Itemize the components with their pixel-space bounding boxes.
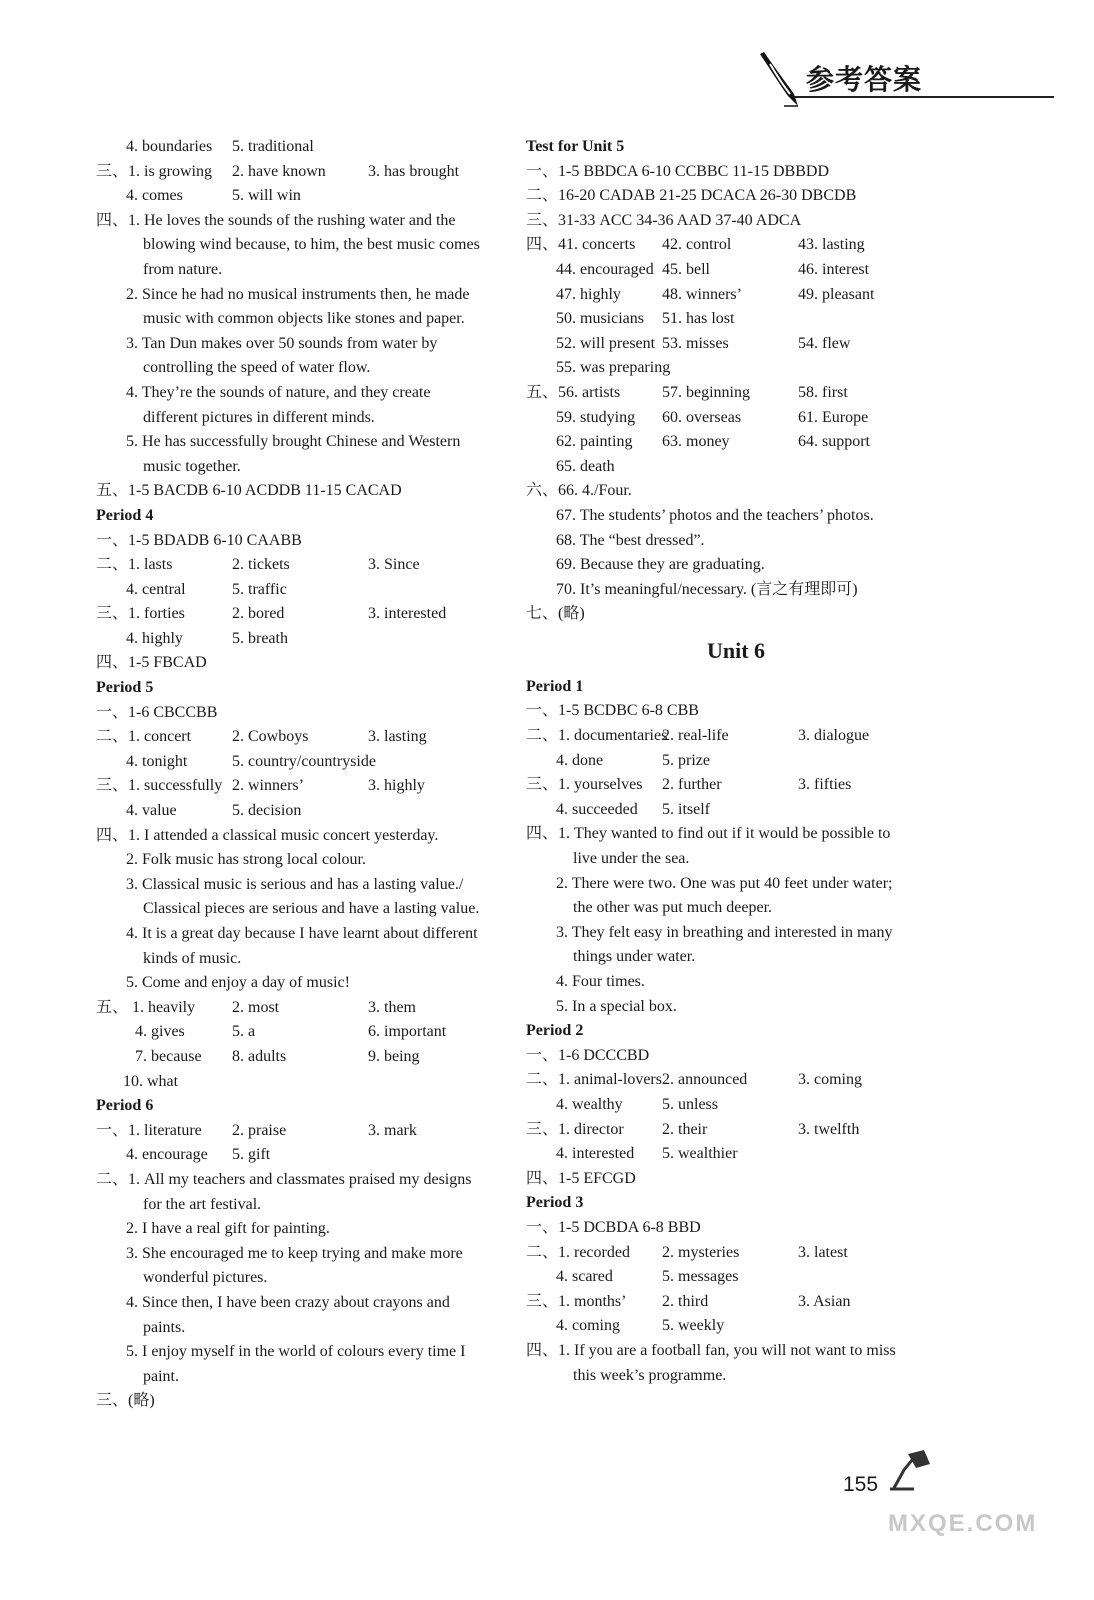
answer-cell: 4. interested [556,1145,635,1163]
answer-line: 一、1-5 DCBDA 6-8 BBD [526,1218,701,1236]
answer-row [96,602,516,627]
answer-cell: 51. has lost [662,310,735,328]
answer-line: 一、1-5 BDADB 6-10 CAABB [96,531,302,549]
answer-cell: 3. highly [368,777,425,795]
answer-line: 七、(略) [526,605,585,623]
answer-line: 3. They felt easy in breathing and interested in many [556,923,893,941]
answer-cell: 7. because [135,1047,202,1065]
answer-cell: 49. pleasant [798,285,875,303]
answer-cell: 3. dialogue [798,727,870,745]
answer-row [526,1093,946,1118]
answer-line: kinds of music. [143,949,242,967]
answer-line: 4. Since then, I have been crazy about crayons and [126,1293,450,1311]
answer-line: 5. I enjoy myself in the world of colours every time I [126,1343,466,1361]
answer-row [96,627,516,652]
answer-line: things under water. [573,948,696,966]
answer-cell: 44. encouraged [556,260,654,278]
answer-cell: 4. tonight [126,752,188,770]
page-header [754,50,1054,100]
answer-cell: 五、 1. heavily [96,998,196,1016]
answer-line: 2. Folk music has strong local colour. [126,851,366,869]
answer-cell: 三、1. yourselves [526,776,643,794]
answer-line: live under the sea. [573,850,690,868]
answer-cell: 4. gives [135,1023,185,1041]
watermark: MXQE.COM [888,1510,1038,1537]
answer-cell: 60. overseas [662,408,742,426]
answer-cell: 48. winners’ [662,285,742,303]
answer-row [96,1020,516,1045]
answer-line: 一、1-6 CBCCBB [96,703,218,721]
answer-line: paints. [143,1318,186,1336]
answer-cell: 4. coming [556,1317,620,1335]
section-heading: Test for Unit 5 [526,138,625,155]
answer-cell: 5. a [232,1023,256,1041]
answer-row [96,1045,516,1070]
answer-row [96,1119,516,1144]
answer-cell: 63. money [662,433,730,451]
answer-cell: 4. comes [126,187,183,205]
answer-row [96,553,516,578]
answer-row [96,184,516,209]
answer-cell: 2. bored [232,605,285,623]
answer-cell: 54. flew [798,334,851,352]
answer-cell: 4. encourage [126,1146,208,1164]
answer-line: 2. There were two. One was put 40 feet under water; [556,874,893,892]
answer-line: 65. death [556,457,615,475]
answer-line: 10. what [123,1072,179,1090]
answer-cell: 5. decision [232,802,302,820]
answer-line: 四、1-5 EFCGD [526,1169,636,1187]
answer-line: 67. The students’ photos and the teachers’ photos. [556,506,874,524]
answer-line: 一、1-5 BBDCA 6-10 CCBBC 11-15 DBBDD [526,162,830,180]
answer-row [96,725,516,750]
answer-line: 4. Four times. [556,973,645,990]
answer-line: 三、31-33 ACC 34-36 AAD 37-40 ADCA [526,211,802,229]
answer-cell: 二、1. concert [96,728,192,746]
header-title: 参考答案 [806,63,923,96]
answer-cell: 53. misses [662,334,729,352]
answer-cell: 2. tickets [232,556,290,574]
answer-line: different pictures in different minds. [143,408,375,426]
answer-cell: 一、1. literature [96,1121,202,1139]
answer-row [526,724,946,749]
answer-cell: 9. being [368,1047,420,1065]
answer-row [526,1290,946,1315]
answer-line: 5. In a special box. [556,997,677,1015]
answer-cell: 2. praise [232,1121,287,1139]
answer-line: 二、1. All my teachers and classmates praised my designs [96,1170,472,1188]
answer-cell: 二、1. lasts [96,556,173,574]
answer-cell: 5. country/countryside [232,752,376,770]
answer-line: blowing wind because, to him, the best music comes [143,236,480,254]
answer-row [526,258,946,283]
answer-line: 55. was preparing [556,359,671,377]
answer-cell: 五、56. artists [526,383,621,401]
answer-cell: 43. lasting [798,236,865,254]
answer-cell: 6. important [368,1023,447,1041]
answer-line: controlling the speed of water flow. [143,359,371,377]
answer-cell: 2. their [662,1120,708,1138]
answer-cell: 5. traffic [232,580,287,598]
answer-cell: 5. breath [232,629,288,647]
answer-row [526,1118,946,1143]
answer-cell: 3. lasting [368,728,427,746]
answer-cell: 45. bell [662,260,710,278]
answer-line: music with common objects like stones and paper. [143,310,465,328]
answer-line: 5. Come and enjoy a day of music! [126,974,350,992]
answer-cell: 2. mysteries [662,1243,740,1261]
answer-line: 四、1. I attended a classical music concert yesterday. [96,826,439,844]
answer-row [96,1143,516,1168]
section-heading: Period 6 [96,1097,154,1115]
answer-cell: 3. twelfth [798,1120,860,1138]
answer-cell: 3. mark [368,1121,417,1139]
answer-cell: 50. musicians [556,310,644,328]
answer-row [526,1142,946,1167]
answer-cell: 3. has brought [368,162,460,180]
lamp-icon [888,1448,936,1492]
answer-cell: 2. most [232,998,280,1016]
section-heading: Period 1 [526,677,584,695]
answer-line: 四、1. If you are a football fan, you will not want to miss [526,1341,896,1359]
answer-cell: 三、1. forties [96,605,185,623]
answer-cell: 5. gift [232,1146,271,1164]
answer-row [96,750,516,775]
answer-cell: 5. traditional [232,138,314,155]
answer-cell: 3. interested [368,605,447,623]
answer-row [526,1068,946,1093]
answer-line: this week’s programme. [573,1366,727,1384]
answer-cell: 5. prize [662,751,710,769]
answer-cell: 2. winners’ [232,777,304,795]
answer-cell: 二、1. recorded [526,1243,630,1261]
answer-row [526,307,946,332]
answer-line: 4. It is a great day because I have learnt about different [126,925,478,942]
answer-line: 一、1-5 BCDBC 6-8 CBB [526,702,699,720]
answer-cell: 三、1. director [526,1120,624,1138]
answer-row [526,381,946,406]
answer-line: 二、16-20 CADAB 21-25 DCACA 26-30 DBCDB [526,187,857,205]
answer-cell: 三、1. is growing [96,162,213,180]
answer-cell: 2. Cowboys [232,728,309,746]
answer-row [526,332,946,357]
answer-cell: 5. unless [662,1095,718,1113]
answer-line: the other was put much deeper. [573,899,773,917]
answer-line: 四、1. They wanted to find out if it would be possible to [526,825,891,843]
section-heading: Period 4 [96,506,154,524]
answer-cell: 四、41. concerts [526,236,636,254]
unit-title: Unit 6 [706,637,766,663]
answer-row [526,233,946,258]
answer-line: paint. [143,1367,179,1385]
answer-row [96,996,516,1021]
answer-cell: 47. highly [556,285,621,303]
answer-line: 69. Because they are graduating. [556,556,765,574]
answer-cell: 4. succeeded [556,800,638,818]
answer-cell: 3. fifties [798,776,852,794]
header-rule [794,96,1054,98]
answer-cell: 3. them [368,998,416,1016]
section-heading: Period 3 [526,1194,584,1212]
section-heading: Period 5 [96,679,154,697]
pen-icon [754,50,814,110]
answer-cell: 5. messages [662,1268,739,1286]
answer-cell: 三、1. successfully [96,777,223,795]
answer-line: 3. Classical music is serious and has a lasting value./ [126,875,464,893]
answer-row [526,749,946,774]
answer-cell: 2. have known [232,162,326,180]
answer-cell: 61. Europe [798,408,869,426]
answer-line: 六、66. 4./Four. [526,482,632,500]
answer-cell: 2. third [662,1292,709,1310]
page-number: 155 [843,1473,879,1496]
answer-line: 3. She encouraged me to keep trying and make more [126,1244,463,1262]
answer-cell: 4. central [126,580,186,598]
answer-line: 70. It’s meaningful/necessary. (言之有理即可) [556,580,858,598]
answer-cell: 3. Since [368,556,420,574]
answer-line: from nature. [143,260,223,278]
answer-cell: 64. support [798,433,870,451]
answer-line: 2. I have a real gift for painting. [126,1220,330,1238]
answer-line: 四、1. He loves the sounds of the rushing water and the [96,211,456,229]
answer-cell: 4. wealthy [556,1095,623,1113]
left-column [96,135,516,1414]
answer-line: 5. He has successfully brought Chinese and Western [126,433,461,451]
answer-cell: 4. highly [126,629,183,647]
answer-cell: 52. will present [556,334,656,352]
answer-row [526,406,946,431]
answer-cell: 58. first [798,383,848,401]
answer-line: 三、(略) [96,1392,155,1410]
answer-cell: 57. beginning [662,383,750,401]
answer-line: 4. They’re the sounds of nature, and they create [126,383,431,401]
answer-line: 2. Since he had no musical instruments then, he made [126,285,470,303]
answer-line: 68. The “best dressed”. [556,531,705,549]
answer-cell: 5. weekly [662,1317,725,1335]
answer-cell: 二、1. animal-lovers [526,1071,662,1089]
answer-line: 四、1-5 FBCAD [96,654,207,672]
answer-cell: 三、1. months’ [526,1292,627,1310]
right-column [526,135,946,1388]
answer-row [526,1314,946,1339]
answer-line: for the art festival. [143,1195,262,1213]
answer-row [96,578,516,603]
answer-cell: 42. control [662,236,732,254]
answer-cell: 4. done [556,751,604,769]
answer-cell: 2. real-life [662,727,729,745]
answer-cell: 46. interest [798,260,870,278]
answer-row [526,1241,946,1266]
answer-row [526,1265,946,1290]
answer-row [96,135,516,160]
answer-cell: 3. Asian [798,1292,851,1310]
answer-cell: 4. boundaries [126,138,213,155]
answer-line: music together. [143,457,241,475]
answer-line: 3. Tan Dun makes over 50 sounds from water by [126,334,438,352]
section-heading: Period 2 [526,1022,584,1040]
answer-row [526,773,946,798]
answer-row [96,799,516,824]
answer-cell: 5. itself [662,800,710,818]
answer-cell: 62. painting [556,433,633,451]
answer-cell: 4. scared [556,1268,613,1286]
answer-line: 五、1-5 BACDB 6-10 ACDDB 11-15 CACAD [96,482,402,500]
answer-row [526,798,946,823]
answer-cell: 4. value [126,802,177,820]
answer-line: Classical pieces are serious and have a lasting value. [143,900,480,918]
answer-cell: 5. wealthier [662,1145,738,1163]
answer-cell: 5. will win [232,187,301,205]
answer-row [96,774,516,799]
answer-cell: 3. latest [798,1243,848,1261]
answer-cell: 8. adults [232,1047,287,1065]
answer-row [96,160,516,185]
answer-cell: 二、1. documentaries [526,727,668,745]
answer-cell: 59. studying [556,408,636,426]
answer-cell: 2. announced [662,1071,748,1089]
answer-line: wonderful pictures. [143,1269,268,1287]
answer-line: 一、1-6 DCCCBD [526,1046,650,1064]
answer-row [526,430,946,455]
answer-cell: 2. further [662,776,722,794]
answer-cell: 3. coming [798,1071,862,1089]
answer-row [526,283,946,308]
